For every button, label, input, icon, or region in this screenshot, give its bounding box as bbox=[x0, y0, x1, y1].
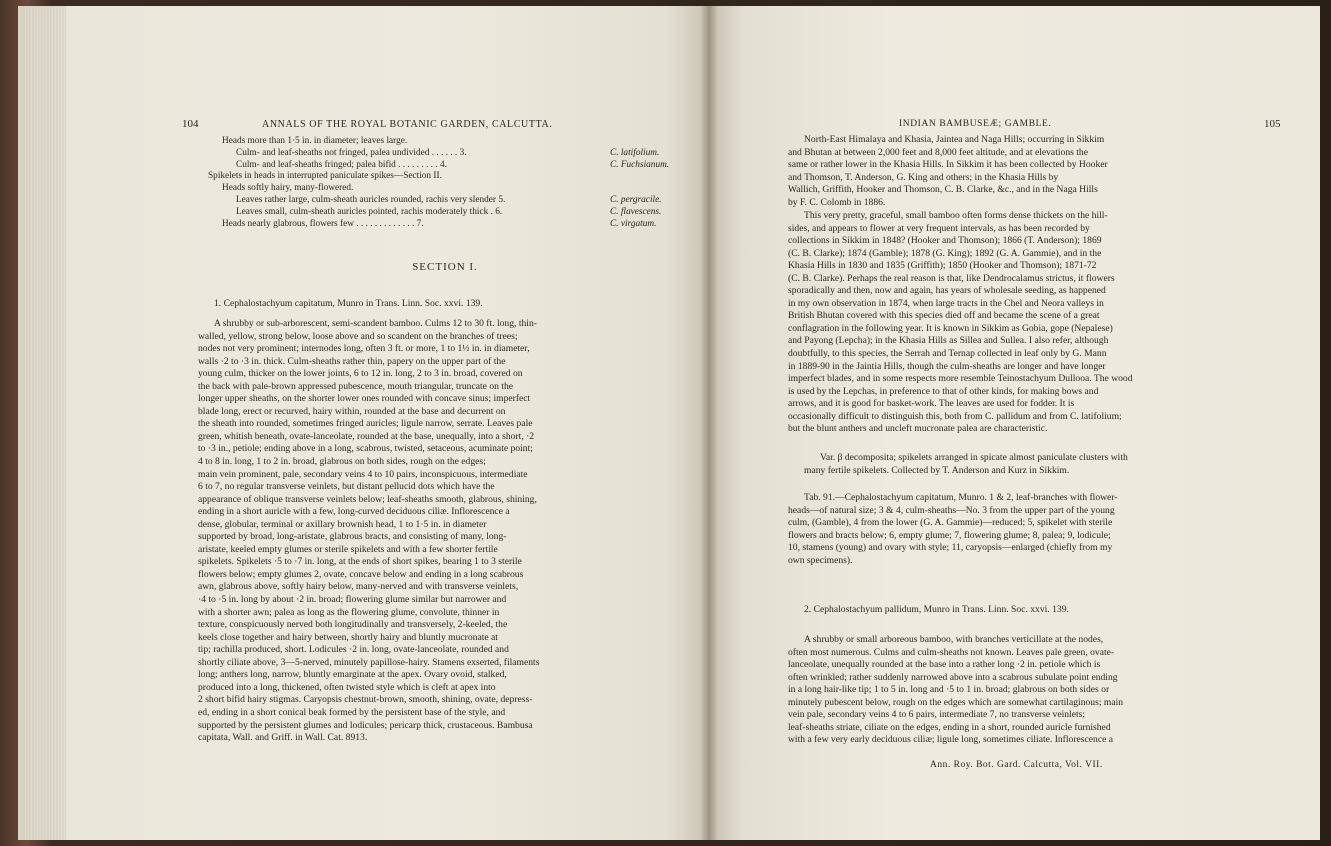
text-line: sporadically and then, now and again, has years of wholesale seeding, as happened bbox=[788, 285, 1106, 297]
text-line: many fertile spikelets. Collected by T. Anderson and Kurz in Sikkim. bbox=[804, 464, 1070, 476]
notes-paragraph bbox=[788, 210, 1282, 436]
text-line: the sheath into rounded, sometimes fringed auricles; ligule narrow, serrate. Leaves pale bbox=[198, 418, 533, 430]
text-line: culm, (Gamble), 4 from the lower (G. A. Gammie)—reduced; 5, spikelet with sterile bbox=[788, 517, 1113, 529]
species-heading-2: 2. Cephalostachyum pallidum, Munro in Trans. Linn. Soc. xxvi. 139. bbox=[804, 604, 1069, 615]
text-line: keels close together and hairy between, shortly hairy and bluntly mucronate at bbox=[198, 631, 498, 643]
text-line: green, whitish beneath, ovate-lanceolate, rounded at the base, unequally, into a short, ·2 bbox=[198, 430, 535, 442]
section-title: SECTION I. bbox=[412, 261, 478, 273]
text-line: produced into a long, thickened, often twisted style which is cleft at apex into bbox=[198, 681, 496, 693]
text-line: with a few very early deciduous ciliæ; ligule long, sometimes ciliate. Inflorescence a bbox=[788, 734, 1114, 746]
text-line: doubtfully, to this species, the Serrah and Ternap collected in leaf only by G. Mann bbox=[788, 348, 1107, 360]
text-line: minutely pubescent below, rough on the edges which are somewhat cartilaginous; main bbox=[788, 696, 1124, 708]
text-line: capitata, Wall. and Griff. in Wall. Cat. 8913. bbox=[198, 732, 368, 744]
text-line: vein pale, secondary veins 4 to 6 pairs, intermediate 7, no transverse veinlets; bbox=[788, 709, 1086, 721]
text-line: tip; rachilla produced, short. Lodicules ·2 in. long, ovate-lanceolate, rounded and bbox=[198, 644, 509, 656]
text-line: 10, stamens (young) and ovary with style; 11, caryopsis—enlarged (chiefly from my bbox=[788, 542, 1113, 554]
plate-explanation bbox=[788, 492, 1282, 567]
text-line: A shrubby or sub-arborescent, semi-scandent bamboo. Culms 12 to 30 ft. long, thin- bbox=[214, 318, 537, 329]
text-line: 6 to 7, no regular transverse veinlets, but distant pellucid dots which have the bbox=[198, 481, 495, 493]
text-line: 4 to 8 in. long, 1 to 2 in. broad, glabrous on both sides, rough on the edges; bbox=[198, 456, 486, 468]
text-line: lanceolate, unequally rounded at the base into a rather long ·2 in. petiole which is bbox=[788, 659, 1101, 671]
text-line: imperfect blades, and in some respects more resemble Teinostachyum Dullooa. The wood bbox=[788, 373, 1133, 385]
right-page-number: 105 bbox=[1264, 118, 1281, 130]
key-row bbox=[236, 207, 502, 218]
key-row bbox=[236, 148, 467, 159]
key-species-name: C. virgatum. bbox=[610, 218, 657, 229]
key-row-text: Heads softly hairy, many-flowered. bbox=[222, 183, 354, 194]
page-edges bbox=[18, 6, 66, 840]
key-row-text: Culm- and leaf-sheaths not fringed, palea undivided . . . . . . 3. bbox=[236, 147, 467, 158]
variety-paragraph bbox=[804, 452, 1282, 477]
text-line: in my own observation in 1874, when large tracts in the Chel and Neora valleys in bbox=[788, 297, 1104, 309]
text-line: young culm, thicker on the lower joints, 6 to 12 in. long, 2 to 3 in. broad, covered on bbox=[198, 368, 523, 380]
text-line: dense, globular, terminal or axillary brownish head, 1 to 1·5 in. in diameter bbox=[198, 518, 487, 530]
text-line: (C. B. Clarke); 1874 (Gamble); 1878 (G. King); 1892 (G. A. Gammie), and in the bbox=[788, 247, 1102, 259]
key-row-text: Heads more than 1·5 in. in diameter; leaves large. bbox=[222, 136, 408, 146]
text-line: and Bhutan at between 2,000 feet and 8,000 feet altitude, and at elevations the bbox=[788, 146, 1088, 158]
text-line: supported by broad, long-aristate, glabrous bracts, and consisting of many, long- bbox=[198, 531, 507, 543]
distribution-paragraph bbox=[788, 134, 1282, 209]
text-line: appearance of oblique transverse veinlets below; leaf-sheaths smooth, glabrous, shining, bbox=[198, 493, 537, 505]
left-running-head: ANNALS OF THE ROYAL BOTANIC GARDEN, CALCUTTA. bbox=[262, 119, 553, 130]
text-line: This very pretty, graceful, small bamboo often forms dense thickets on the hill- bbox=[804, 210, 1108, 221]
text-line: sides, and appears to flower at very frequent intervals, as has been recorded by bbox=[788, 222, 1090, 234]
text-line: occasionally difficult to distinguish this, both from C. pallidum and from C. latifolium; bbox=[788, 410, 1122, 422]
key-row bbox=[222, 183, 353, 194]
text-line: nodes not very prominent; internodes long, often 3 ft. or more, 1 to 1½ in. in diameter, bbox=[198, 343, 530, 355]
text-line: often most numerous. Culms and culm-sheaths not known. Leaves pale green, ovate- bbox=[788, 646, 1115, 658]
page-footer: Ann. Roy. Bot. Gard. Calcutta, Vol. VII. bbox=[930, 760, 1103, 770]
key-row bbox=[236, 160, 447, 171]
right-running-head: INDIAN BAMBUSEÆ; GAMBLE. bbox=[899, 119, 1052, 129]
text-line: ending in a short auricle with a few, long-curved deciduous ciliæ. Inflorescence a bbox=[198, 506, 510, 518]
text-line: aristate, keeled empty glumes or sterile spikelets and with a few shorter fertile bbox=[198, 543, 498, 555]
key-row-text: Heads nearly glabrous, flowers few . . . . . . . . . . . . . 7. bbox=[222, 218, 424, 229]
text-line: leaf-sheaths striate, ciliate on the edges, ending in a short, rounded auricle furnished bbox=[788, 721, 1111, 733]
text-line: ed, ending in a short conical beak formed by the persistent base of the style, and bbox=[198, 706, 506, 718]
text-line: arrows, and it is good for basket-work. The leaves are used for fodder. It is bbox=[788, 398, 1075, 410]
key-row bbox=[222, 219, 424, 230]
text-line: and Thomson, T. Anderson, G. King and others; in the Khasia Hills by bbox=[788, 171, 1059, 183]
left-page-number: 104 bbox=[182, 118, 199, 130]
text-line: walls ·2 to ·3 in. thick. Culm-sheaths rather thin, papery on the upper part of the bbox=[198, 355, 506, 367]
key-species-name: C. Fuchsianum. bbox=[610, 159, 670, 170]
text-line: walled, yellow, strong below, loose above and so scandent on the branches of trees; bbox=[198, 330, 518, 342]
text-line: ·4 to ·5 in. long by about ·2 in. broad; flowering glume similar but narrower and bbox=[198, 594, 507, 606]
species-heading-1: 1. Cephalostachyum capitatum, Munro in Trans. Linn. Soc. xxvi. 139. bbox=[214, 298, 483, 309]
species-description-1 bbox=[198, 318, 700, 745]
text-line: flowers below; empty glumes 2, ovate, concave below and ending in a long scabrous bbox=[198, 568, 524, 580]
text-line: flowers and bracts below; 6, empty glume; 7, flowering glume; 8, palea; 9, lodicule; bbox=[788, 529, 1111, 541]
text-line: by F. C. Colomb in 1886. bbox=[788, 196, 886, 208]
species-description-2 bbox=[788, 634, 1282, 747]
text-line: North-East Himalaya and Khasia, Jaintea and Naga Hills; occurring in Sikkim bbox=[804, 134, 1105, 145]
text-line: conflagration in the following year. It is known in Sikkim as Gobia, gope (Nepalese) bbox=[788, 322, 1113, 334]
text-line: Tab. 91.—Cephalostachyum capitatum, Munro. 1 & 2, leaf-branches with flower- bbox=[804, 492, 1118, 503]
text-line: heads—of natural size; 3 & 4, culm-sheaths—No. 3 from the upper part of the young bbox=[788, 504, 1115, 516]
text-line: awn, glabrous above, softly hairy below, many-nerved and with transverse veinlets, bbox=[198, 581, 519, 593]
text-line: main vein prominent, pale, secondary veins 4 to 10 pairs, inconspicuous, intermediate bbox=[198, 468, 528, 480]
text-line: Var. β decomposita; spikelets arranged in spicate almost paniculate clusters with bbox=[820, 452, 1128, 463]
key-row-text: Culm- and leaf-sheaths fringed; palea bifid . . . . . . . . . 4. bbox=[236, 159, 447, 170]
key-species-name: C. latifolium. bbox=[610, 147, 660, 158]
key-row bbox=[236, 195, 505, 206]
text-line: longer upper sheaths, on the shorter lower ones rounded with concave sinus; imperfect bbox=[198, 393, 531, 405]
text-line: 2 short bifid hairy stigmas. Caryopsis chestnut-brown, smooth, shining, ovate, depress- bbox=[198, 694, 533, 706]
text-line: British Bhutan covered with this species died off and became the scene of a great bbox=[788, 310, 1100, 322]
key-species-name: C. pergracile. bbox=[610, 195, 662, 205]
text-line: to ·3 in., petiole; ending above in a long, scabrous, twisted, setaceous, acuminate point; bbox=[198, 443, 533, 455]
key-row-text: Spikelets in heads in interrupted paniculate spikes—Section II. bbox=[208, 171, 442, 182]
text-line: (C. B. Clarke). Perhaps the real reason is that, like Dendrocalamus strictus, it flowers bbox=[788, 272, 1115, 284]
text-line: in a long hair-like tip; 1 to 5 in. long and ·5 to 1 in. broad; glabrous on both sides or bbox=[788, 684, 1110, 696]
text-line: but the blunt anthers and uncleft mucronate palea are characteristic. bbox=[788, 423, 1048, 435]
text-line: A shrubby or small arboreous bamboo, with branches verticillate at the nodes, bbox=[804, 634, 1104, 645]
key-row-text: Leaves small, culm-sheath auricles pointed, rachis moderately thick . 6. bbox=[236, 206, 503, 217]
book-gutter bbox=[700, 6, 718, 840]
text-line: Khasia Hills in 1830 and 1835 (Griffith); 1850 (Hooker and Thomson); 1871-72 bbox=[788, 260, 1097, 272]
text-line: supported by the persistent glumes and lodicules; pericarp thick, crustaceous. Bambusa bbox=[198, 719, 533, 731]
key-row bbox=[222, 136, 407, 147]
text-line: in 1889-90 in the Jaintia Hills, though the culm-sheaths are longer and have longer bbox=[788, 360, 1106, 372]
text-line: own specimens). bbox=[788, 554, 853, 566]
text-line: often wrinkled; rather suddenly narrowed above into a scabrous subulate point ending bbox=[788, 671, 1118, 683]
text-line: the back with pale-brown appressed pubescence, mouth triangular, truncate on the bbox=[198, 380, 514, 392]
text-line: long; anthers long, narrow, bluntly emarginate at the apex. Ovary ovoid, stalked, bbox=[198, 669, 507, 681]
text-line: Wallich, Griffith, Hooker and Thomson, C. B. Clarke, &c., and in the Naga Hills bbox=[788, 184, 1098, 196]
text-line: same or rather lower in the Khasia Hills. In Sikkim it has been collected by Hooker bbox=[788, 159, 1108, 171]
text-line: texture, conspicuously nerved both longitudinally and transversely, 2-keeled, the bbox=[198, 619, 508, 631]
text-line: with a shorter awn; palea as long as the flowering glume, convolute, thinner in bbox=[198, 606, 500, 618]
text-line: blade long, erect or recurved, hairy within, rounded at the base and decurrent on bbox=[198, 405, 506, 417]
key-species-name: C. flavescens. bbox=[610, 206, 662, 217]
text-line: spikelets. Spikelets ·5 to ·7 in. long, at the ends of short spikes, bearing 1 to 3 sterile bbox=[198, 556, 522, 568]
text-line: is used by the Lepchas, in preference to that of other kinds, for making bows and bbox=[788, 385, 1099, 397]
key-row-text: Leaves rather large, culm-sheath auricles rounded, rachis very slender 5. bbox=[236, 195, 506, 205]
text-line: and Payong (Lepcha); in the Khasia Hills as Sillea and Sullea. I also refer, although bbox=[788, 335, 1109, 347]
text-line: shortly ciliate above, 3—5-nerved, minutely papillose-hairy. Stamens exserted, filaments bbox=[198, 656, 540, 668]
text-line: collections in Sikkim in 1848? (Hooker and Thomson); 1866 (T. Anderson); 1869 bbox=[788, 235, 1102, 247]
key-row bbox=[208, 171, 442, 182]
